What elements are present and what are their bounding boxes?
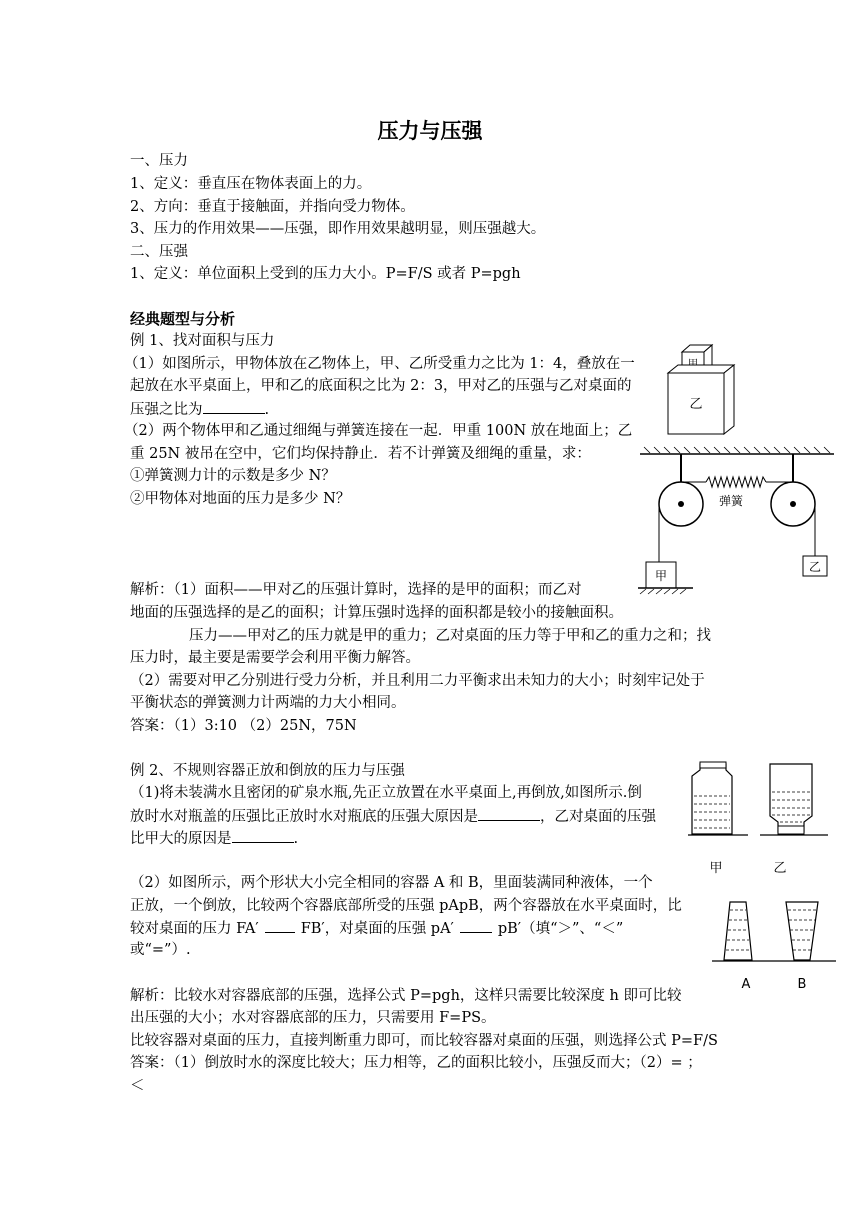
example2-question1-line3: 比甲大的原因是 .	[130, 828, 298, 849]
example1-question2-subq1: ①弹簧测力计的示数是多少 N？	[130, 468, 336, 484]
example1-question1-line2: 起放在水平桌面上，甲和乙的底面积之比为 2：3，甲对乙的压强与乙对桌面的	[130, 378, 632, 394]
example1-analysis-line5: （2）需要对甲乙分别进行受力分析，并且利用二力平衡求出未知力的大小；时刻牢记处于	[130, 673, 705, 689]
object-jia-label: 甲	[654, 569, 668, 583]
example2-question2-line1: （2）如图所示，两个形状大小完全相同的容器 A 和 B，里面装满同种液体，一个	[130, 875, 653, 891]
answer-blank	[232, 828, 294, 843]
bottles-figure	[688, 760, 838, 880]
stacked-blocks-figure	[660, 340, 740, 440]
spring-label: 弹簧	[718, 494, 744, 508]
example2-analysis-line1: 解析：比较水对容器底部的压强，选择公式 P=pgh，这样只需要比较深度 h 即可比较	[130, 988, 682, 1004]
answer-blank	[203, 399, 265, 414]
example1-question2-subq2: ②甲物体对地面的压力是多少 N？	[130, 491, 351, 507]
example2-heading: 例 2、不规则容器正放和倒放的压力与压强	[130, 763, 405, 779]
container-a-label: A	[741, 977, 751, 992]
example2-question1-line2: 放时水对瓶盖的压强比正放时水对瓶底的压强大原因是 ，乙对桌面的压强	[130, 806, 656, 827]
pulley-spring-figure	[638, 446, 838, 596]
section-heading-pressure: 一、压力	[130, 153, 188, 169]
example2-question1-line1: （1)将未装满水且密闭的矿泉水瓶,先正立放置在水平桌面上,再倒放,如图所示.倒	[130, 785, 642, 801]
example1-analysis-line4: 压力时，最主要是需要学会利用平衡力解答。	[130, 650, 420, 666]
example2-analysis-line2: 出压强的大小；水对容器底部的压力，只需要用 F=PS。	[130, 1010, 496, 1026]
bottle-yi-label: 乙	[773, 861, 787, 876]
section-heading-pressure-intensity: 二、压强	[130, 244, 188, 260]
example2-question2-line3: 较对桌面的压力 FA′ FB′，对桌面的压强 pA′ pB′（填“＞”、“＜”	[130, 918, 623, 939]
bottle-jia-label: 甲	[709, 861, 723, 876]
classic-problems-heading: 经典题型与分析	[130, 310, 236, 328]
example2-answer-line2: ＜	[130, 1078, 145, 1094]
containers-figure	[712, 888, 842, 993]
example1-analysis-line1: 解析：（1）面积——甲对乙的压强计算时，选择的是甲的面积；而乙对	[130, 582, 582, 598]
answer-blank	[460, 918, 492, 933]
page-title: 压力与压强	[377, 119, 483, 143]
example1-answer: 答案：（1）3:10 （2）25N，75N	[130, 718, 357, 734]
example1-analysis-line3: 压力——甲对乙的压力就是甲的重力；乙对桌面的压力等于甲和乙的重力之和；找	[189, 628, 711, 644]
block-yi-label: 乙	[689, 397, 703, 412]
pressure-direction: 2、方向：垂直于接触面，并指向受力物体。	[130, 199, 415, 215]
example1-analysis-line2: 地面的压强选择的是乙的面积；计算压强时选择的面积都是较小的接触面积。	[130, 605, 623, 621]
object-yi-label: 乙	[808, 560, 822, 574]
answer-blank	[478, 806, 540, 821]
example2-answer-line1: 答案：（1）倒放时水的深度比较大；压力相等，乙的面积比较小，压强反而大；（2）= ；	[130, 1055, 702, 1071]
example1-question1-line3: 压强之比为 .	[130, 399, 269, 420]
example2-analysis-line3: 比较容器对桌面的压力，直接判断重力即可，而比较容器对桌面的压强，则选择公式 P=F/S	[130, 1033, 718, 1049]
container-b-label: B	[797, 977, 807, 992]
answer-blank	[265, 918, 295, 933]
spring	[706, 477, 766, 487]
example2-question2-line2: 正放，一个倒放，比较两个容器底部所受的压强 pApB，两个容器放在水平桌面时，比	[130, 898, 682, 914]
example1-question1-line1: （1）如图所示，甲物体放在乙物体上，甲、乙所受重力之比为 1：4，叠放在一	[124, 356, 635, 372]
example2-question2-line4: 或“=”）.	[130, 942, 191, 958]
pressure-effect: 3、压力的作用效果——压强，即作用效果越明显，则压强越大。	[130, 221, 546, 237]
pressure-definition: 1、定义：垂直压在物体表面上的力。	[130, 176, 372, 192]
example1-question2-line2: 重 25N 被吊在空中，它们均保持静止．若不计弹簧及细绳的重量，求：	[130, 446, 591, 462]
example1-analysis-line6: 平衡状态的弹簧测力计两端的力大小相同。	[130, 695, 406, 711]
example1-question2-line1: （2）两个物体甲和乙通过细绳与弹簧连接在一起．甲重 100N 放在地面上；乙	[124, 423, 633, 439]
example1-heading: 例 1、找对面积与压力	[130, 333, 275, 349]
pressure-intensity-definition: 1、定义：单位面积上受到的压力大小。P=F/S 或者 P=pgh	[130, 266, 521, 282]
